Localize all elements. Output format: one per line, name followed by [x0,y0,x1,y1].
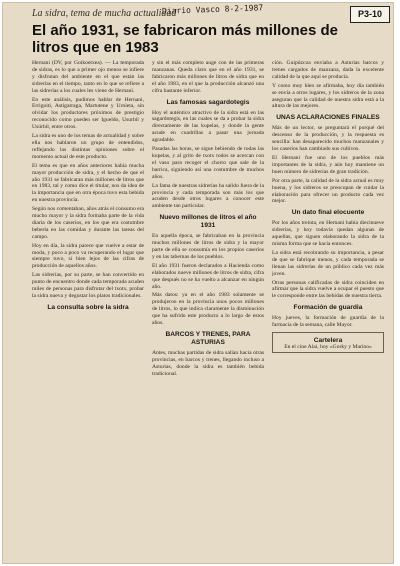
article-paragraph: Más datos: ya en el año 1983 solamente se produjeron en la provincia unos pocos millones de litros, lo que indica claramente la disminución que ha sufrido este producto a lo largo de estos años. [152,292,264,327]
article-paragraph: En este análisis, pudimos hablar de Hernani, Errigoiti, Astigarraga, Martutene y Urnieta, sin olvidar los productores próximos de prestigio reconocido como pueden ser Igueldo, Usurbil y Usúrbil, entre otros. [32,96,144,131]
article-paragraph: Hoy jueves, la formación de guardia de la farmacia de la semana, calle Mayor. [272,315,384,329]
article-paragraph: Y como muy bien se afirmaba, hoy día también se envía a otros lugares, y los sidreros de la zona aseguran que la calidad de nuestra sidra está a la altura de las mejores. [272,82,384,110]
listings-text: En el cine Alai, hoy «Gorky y Marino» [284,344,372,351]
article-paragraph: La sidra es uno de los temas de actualidad y sobre ella nos hablaron un grupo de entendidos, reflejando las distintas opiniones sobre el momento actual de este producto. [32,133,144,160]
article-paragraph: y sin el más completo auge con de las primeras manzanas. Queda claro que en el año 1931, se fabricaron más millones de litros de sidra que en el año 1983, en el que la producción alcanzó una cifra bastante inferior. [152,60,264,94]
article-paragraph: El tema es que en años anteriores había mucha mayor producción de sidra, y el hecho de que el año 1931 se fabricaran más millones de litros que en 1983, tal y como dice el titular, nos da idea de la importancia que en otra época tuvo esta bebida en nuestra provincia. [32,162,144,204]
article-paragraph: La sidra está recobrando su importancia, a pesar de que se fabrique menos, y cada temporada se llenan las sidrerías de un público cada vez más joven. [272,249,384,277]
article-paragraph: Pasadas las horas, se sigue bebiendo de todas las kupelas, y al grito de txotx todos se acercan con el vaso para recoger el chorro que sale de la barrica, siguiendo así una costumbre de muchos años. [152,146,264,180]
listings-box [272,332,384,353]
section-subheading: Un dato final elocuente [291,209,365,217]
article-paragraph: ción. Guipúzcoa enviaba a Asturias barcos y trenes cargados de manzana, dada la excelente calidad de la que aquí se producía. [272,60,384,80]
article-paragraph: Las sidrerías, por su parte, se han convertido en punto de encuentro donde cada temporada acuden miles de personas para disfrutar del txotx, probar la sidra nueva y degustar los platos tradicionales. [32,272,144,299]
newspaper-clipping [2,2,394,564]
article-paragraph: Por otra parte, la calidad de la sidra actual es muy buena, y los sidreros se preocupan de cuidar la elaboración para ofrecer un producto cada vez mejor. [272,177,384,205]
section-subheading: UNAS ACLARACIONES FINALES [276,114,380,122]
article-paragraph: Más de un lector, se preguntará el porqué del descenso de la producción, y la respuesta es sencilla: han desaparecido muchos manzanales y los caseríos han cambiado sus cultivos. [272,125,384,153]
section-subheading: BARCOS Y TRENES, PARA ASTURIAS [165,331,251,346]
article-paragraph: Hoy en día, la sidra parece que vuelve a estar de moda, y poco a poco va recuperando el lugar que siempre tuvo, si bien lejos de las cifras de producción de aquellos años. [32,242,144,270]
article-paragraph: Según nos comentaban, años atrás el consumo era mucho mayor y la sidra formaba parte de la vida diaria de los caseríos, en los que era costumbre beberla en las comidas y durante las tareas del campo. [32,206,144,240]
article-column-1 [32,60,144,552]
article-paragraph: En aquella época, se fabricaban en la provincia muchos millones de litros de sidra y la mayor parte de ella se consumía en los propios caseríos y en las tabernas de los pueblos. [152,233,264,260]
section-subheading: Nuevo millones de litros el año 1931 [159,214,257,230]
article-paragraph: Hernani (DV, por Goikoetxea). — La temporada de sidras, es lo que a primer ojo menos se infiere y disfrutan del ambiente en el que están las sidrerías en el tiempo, tanto en lo que se refiere a las sidrerías a los cuales les viene de Hernani. [32,60,144,94]
listings-title: Cartelera [313,337,343,345]
article-paragraph: Antes, muchas partidas de sidra salían hacia otras provincias, en barcos y trenes, llegando incluso a Asturias, donde la sidra es también bebida tradicional. [152,350,264,377]
article-paragraph: La fama de nuestras sidrerías ha salido fuera de la provincia y cada temporada son más los que acuden desde otros lugares a conocer este ambiente tan particular. [152,182,264,210]
article-paragraph: Por los años treinta, en Hernani había diecinueve sidrerías, y hoy todavía quedan algunas de aquellas, que siguen elaborando la sidra de la misma forma que se hacía entonces. [272,220,384,248]
article-paragraph: El año 1931 fueron declarados a Hacienda como elaborados nueve millones de litros de sidra, cifra que después no se ha vuelto a alcanzar en ningún año. [152,262,264,290]
article-headline: El año 1931, se fabricaron más millones de litros que en 1983 [32,22,338,56]
article-paragraph: Otras personas calificadas de sidra coinciden en afirmar que la sidra vuelve a ocupar el puesto que le corresponde entre las bebidas de nuestra tierra. [272,279,384,300]
section-subheading: La consulta sobre la sidra [47,303,129,311]
article-paragraph: Hoy el auténtico atractivo de la sidra está en las sagardotegis, en las cuales se da a probar la sidra directamente de las kupelas, y donde la gente acude en cuadrillas a pasar una jornada agradable. [152,109,264,144]
archive-label: P3-10 [350,6,390,23]
article-column-3 [272,60,384,552]
section-subheading: Las famosas sagardotegis [166,98,250,106]
handwritten-source-date: Diario Vasco 8-2-1987 [161,3,264,16]
article-kicker: La sidra, tema de mucha actualidad [32,8,177,19]
article-columns [32,60,384,552]
article-column-2 [152,60,264,552]
section-subheading: Formación de guardia [293,304,363,312]
article-paragraph: El Hernani fue uno de los pueblos más importantes de la sidra, y aún hoy mantiene un buen número de sidrerías de gran tradición. [272,154,384,175]
